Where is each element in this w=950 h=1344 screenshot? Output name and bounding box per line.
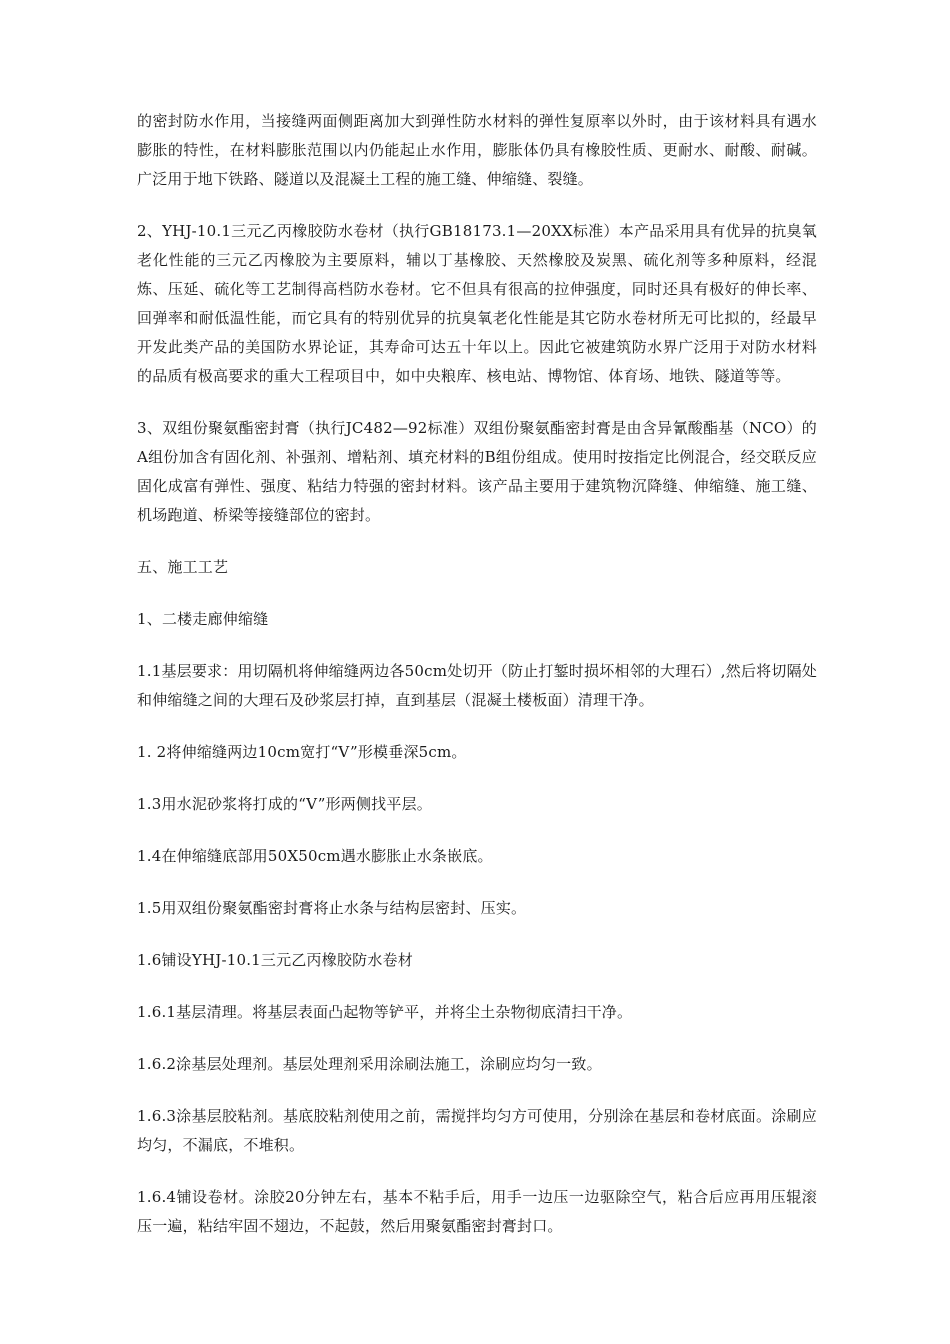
paragraph: 1.6.4铺设卷材。涂胶20分钟左右，基本不粘手后，用手一边压一边驱除空气，粘合后应再用压辊滚压一遍，粘结牢固不翅边，不起鼓，然后用聚氨酯密封膏封口。 bbox=[137, 1188, 817, 1235]
paragraph: 1.6.3涂基层胶粘剂。基底胶粘剂使用之前，需搅拌均匀方可使用，分别涂在基层和卷材底面。涂刷应均匀，不漏底，不堆积。 bbox=[137, 1107, 817, 1154]
paragraph: 3、双组份聚氨酯密封膏（执行JC482—92标准）双组份聚氨酯密封膏是由含异氰酸酯基（NCO）的A组份加含有固化剂、补强剂、增粘剂、填充材料的B组份组成。使用时按指定比例混合，经交联反应固化成富有弹性、强度、粘结力特强的密封材料。该产品主要用于建筑物沉降缝、伸缩缝、施工缝、机场跑道、桥梁等接缝部位的密封。 bbox=[137, 419, 817, 524]
subsection-heading: 1、二楼走廊伸缩缝 bbox=[137, 610, 269, 628]
paragraph: 1.3用水泥砂浆将打成的“V”形两侧找平层。 bbox=[137, 795, 432, 813]
paragraph: 1.5用双组份聚氨酯密封膏将止水条与结构层密封、压实。 bbox=[137, 899, 527, 917]
paragraph: 1. 2将伸缩缝两边10cm宽打“V”形模垂深5cm。 bbox=[137, 743, 467, 761]
paragraph: 1.6铺设YHJ-10.1三元乙丙橡胶防水卷材 bbox=[137, 951, 413, 969]
document-body bbox=[137, 107, 817, 1264]
paragraph: 1.1基层要求：用切隔机将伸缩缝两边各50cm处切开（防止打錾时损坏相邻的大理石）,然后将切隔处和伸缩缝之间的大理石及砂浆层打掉，直到基层（混凝土楼板面）清理干净。 bbox=[137, 662, 817, 709]
paragraph: 1.6.2涂基层处理剂。基层处理剂采用涂刷法施工，涂刷应均匀一致。 bbox=[137, 1055, 602, 1073]
paragraph: 的密封防水作用，当接缝两面侧距离加大到弹性防水材料的弹性复原率以外时，由于该材料具有遇水膨胀的特性，在材料膨胀范围以内仍能起止水作用，膨胀体仍具有橡胶性质、更耐水、耐酸、耐碱。广泛用于地下铁路、隧道以及混凝土工程的施工缝、伸缩缝、裂缝。 bbox=[137, 112, 817, 188]
paragraph: 1.6.1基层清理。将基层表面凸起物等铲平，并将尘土杂物彻底清扫干净。 bbox=[137, 1003, 633, 1021]
paragraph: 1.4在伸缩缝底部用50X50cm遇水膨胀止水条嵌底。 bbox=[137, 847, 493, 865]
section-heading: 五、施工工艺 bbox=[137, 558, 229, 576]
paragraph: 2、YHJ-10.1三元乙丙橡胶防水卷材（执行GB18173.1—20XX标准）本产品采用具有优异的抗臭氧老化性能的三元乙丙橡胶为主要原料，辅以丁基橡胶、天然橡胶及炭黑、硫化剂等多种原料，经混炼、压延、硫化等工艺制得高档防水卷材。它不但具有很高的拉伸强度，同时还具有极好的伸长率、回弹率和耐低温性能，而它具有的特别优异的抗臭氧老化性能是其它防水卷材所无可比拟的，经最早开发此类产品的美国防水界论证，其寿命可达五十年以上。因此它被建筑防水界广泛用于对防水材料的品质有极高要求的重大工程项目中，如中央粮库、核电站、博物馆、体育场、地铁、隧道等等。 bbox=[137, 222, 817, 385]
